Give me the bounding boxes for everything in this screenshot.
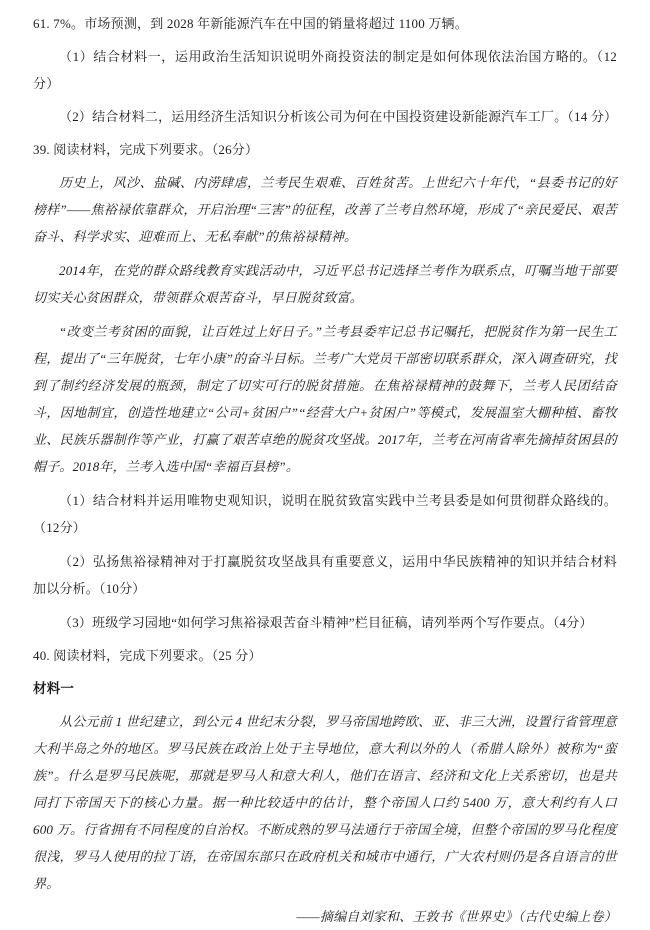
question-40-header: 40. 阅读材料，完成下列要求。（25 分）	[33, 648, 262, 663]
question-39-sub1: （1）结合材料并运用唯物史观知识，说明在脱贫致富实践中兰考县委是如何贯彻群众路线的。（12分）	[33, 493, 617, 535]
question-39-header: 39. 阅读材料，完成下列要求。（26分）	[33, 142, 259, 157]
exam-page	[33, 10, 618, 924]
question-40-material-paragraph: 从公元前 1 世纪建立，到公元 4 世纪末分裂，罗马帝国地跨欧、亚、非三大洲，设置行省管理意大利半岛之外的地区。罗马民族在政治上处于主导地位，意大利以外的人（希腊人除外）被称为“蛮族”。什么是罗马民族呢，那就是罗马人和意大利人，他们在语言、经济和文化上关系密切，也是共同打下帝国天下的核心力量。据一种比较适中的估计，整个帝国人口约 5400 万，意大利约有人口 600 万。行省拥有不同程度的自治权。不断成熟的罗马法通行于帝国全境，但整个帝国的罗马化程度很浅，罗马人使用的拉丁语，在帝国东部只在政府机关和城市中通行，广大农村则仍是各自语言的世界。	[33, 714, 617, 891]
question-61-sub2: （2）结合材料二，运用经济生活知识分析该公司为何在中国投资建设新能源汽车工厂。（14 分）	[59, 109, 618, 124]
question-61-sub1: （1）结合材料一，运用政治生活知识说明外商投资法的制定是如何体现依法治国方略的。（12 分）	[33, 49, 617, 91]
question-39-material-paragraph-2: 2014年，在党的群众路线教育实践活动中，习近平总书记选择兰考作为联系点，叮嘱当地干部要切实关心贫困群众，带领群众艰苦奋斗，早日脱贫致富。	[33, 263, 617, 305]
question-39-sub2: （2）弘扬焦裕禄精神对于打赢脱贫攻坚战具有重要意义，运用中华民族精神的知识并结合材料加以分析。（10分）	[33, 554, 617, 596]
question-61-continuation: 61. 7%。市场预测，到 2028 年新能源汽车在中国的销量将超过 1100 万辆。	[33, 16, 468, 31]
question-39-material-paragraph-1: 历史上，风沙、盐碱、内涝肆虐，兰考民生艰难、百姓贫苦。上世纪六十年代，“县委书记的好榜样”——焦裕禄依靠群众，开启治理“三害”的征程，改善了兰考自然环境，形成了“亲民爱民、艰苦奋斗、科学求实、迎难而上、无私奉献”的焦裕禄精神。	[33, 175, 617, 244]
question-39-sub3: （3）班级学习园地“如何学习焦裕禄艰苦奋斗精神”栏目征稿，请列举两个写作要点。（4分）	[59, 615, 593, 630]
question-40-source-attribution: ——摘编自刘家和、王敦书《世界史》（古代史编上卷）	[296, 909, 617, 924]
question-39-material-paragraph-3: “改变兰考贫困的面貌，让百姓过上好日子。”兰考县委牢记总书记嘱托，把脱贫作为第一民生工程，提出了“三年脱贫，七年小康”的奋斗目标。兰考广大党员干部密切联系群众，深入调查研究，找到了制约经济发展的瓶颈，制定了切实可行的脱贫措施。在焦裕禄精神的鼓舞下，兰考人民团结奋斗，因地制宜，创造性地建立“公司+贫困户”“经营大户+贫困户”等模式，发展温室大棚种植、畜牧业、民族乐器制作等产业，打赢了艰苦卓绝的脱贫攻坚战。2017年，兰考在河南省率先摘掉贫困县的帽子。2018年，兰考入选中国“幸福百县榜”。	[33, 324, 617, 474]
material-one-label: 材料一	[33, 681, 75, 696]
